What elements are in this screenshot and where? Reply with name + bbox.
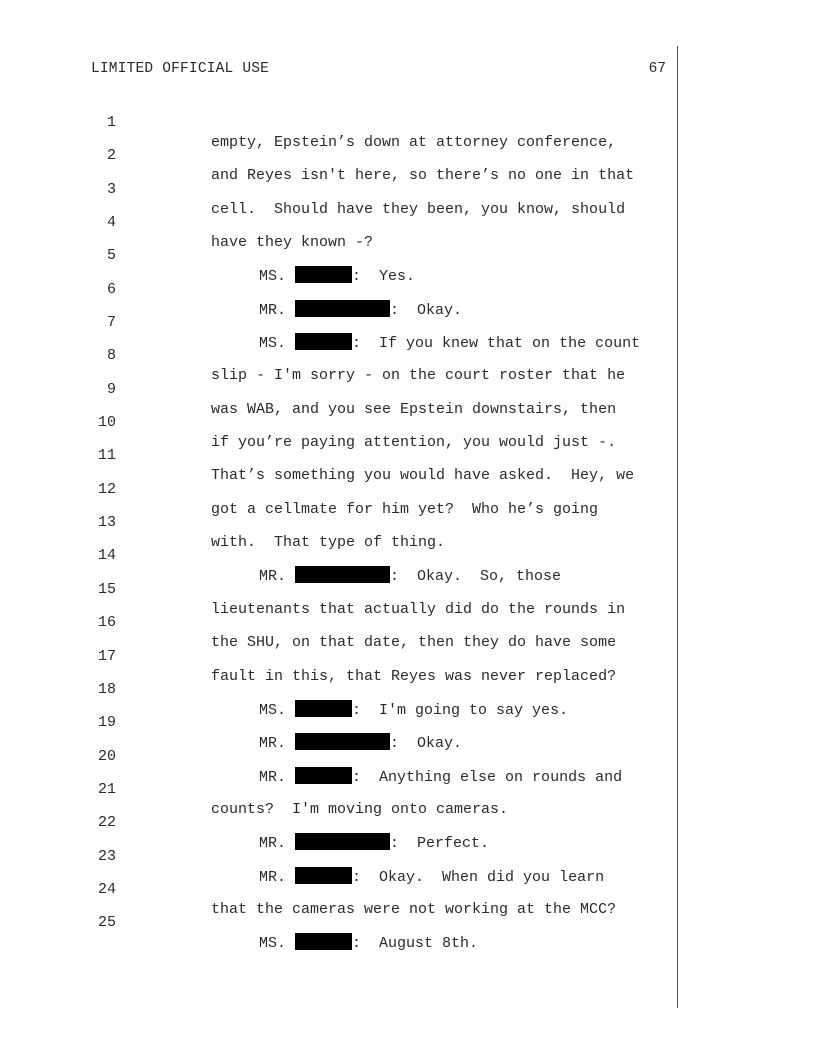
speaker-statement: : August 8th. (352, 935, 479, 953)
line-number: 5 (106, 247, 116, 265)
line-number: 18 (97, 680, 116, 698)
line-number: 8 (106, 347, 116, 365)
speaker-line (0, 526, 680, 586)
redaction-block (295, 933, 352, 950)
speaker-title: MR. (259, 835, 287, 853)
line-number: 15 (97, 580, 116, 598)
line-text: the SHU, on that date, then they do have some (211, 634, 617, 652)
transcript-line (0, 160, 680, 218)
transcript-line (0, 493, 680, 552)
transcript-line (0, 93, 680, 151)
line-number: 1 (106, 114, 116, 131)
line-number: 2 (106, 147, 116, 165)
speaker-title: MR. (259, 568, 287, 586)
speaker-line (0, 827, 680, 886)
line-text: fault in this, that Reyes was never replaced? (211, 667, 617, 685)
line-number: 13 (97, 514, 116, 532)
line-number: 21 (97, 780, 116, 798)
line-text: cell. Should have they been, you know, should (211, 200, 626, 218)
transcript-line (0, 426, 680, 485)
speaker-title: MR. (259, 735, 287, 753)
line-number: 16 (97, 614, 116, 632)
speaker-statement: : I'm going to say yes. (352, 701, 569, 719)
transcript-line (0, 126, 680, 185)
line-number: 6 (106, 280, 116, 298)
transcript-line (0, 360, 680, 418)
speaker-title: MR. (259, 868, 287, 886)
line-number: 24 (97, 880, 116, 898)
line-number: 3 (106, 180, 116, 198)
line-text: and Reyes isn't here, so there’s no one in that (211, 167, 635, 185)
transcript-line (0, 460, 680, 518)
line-number: 7 (106, 314, 116, 332)
line-number: 12 (97, 480, 116, 498)
page-number: 67 (648, 61, 666, 77)
transcript-line (0, 560, 680, 618)
line-number: 25 (97, 914, 116, 932)
speaker-statement: : Anything else on rounds and (352, 768, 623, 786)
transcript-line (0, 760, 680, 818)
speaker-statement: : Perfect. (390, 835, 490, 853)
speaker-title: MS. (259, 335, 287, 353)
speaker-statement: : Okay. (390, 301, 463, 319)
classification-header: LIMITED OFFICIAL USE (91, 61, 270, 77)
speaker-statement: : Okay. (390, 735, 463, 753)
line-text: if you’re paying attention, you would just -. (211, 434, 617, 452)
transcript-line (0, 627, 680, 685)
line-number: 19 (97, 714, 116, 732)
line-number: 10 (97, 414, 116, 432)
line-number: 11 (97, 447, 116, 465)
line-text: That’s something you would have asked. Hey, we (211, 467, 635, 485)
speaker-line (0, 660, 680, 719)
speaker-line (0, 727, 680, 786)
line-text: with. That type of thing. (211, 534, 446, 552)
line-text: that the cameras were not working at the MCC? (211, 900, 617, 918)
line-text: slip - I'm sorry - on the court roster that he (211, 367, 626, 385)
speaker-line (0, 293, 680, 353)
line-number: 17 (97, 647, 116, 665)
speaker-title: MR. (259, 301, 287, 319)
speaker-line (0, 260, 680, 319)
speaker-line (0, 693, 680, 753)
speaker-title: MS. (259, 701, 287, 719)
speaker-line (0, 226, 680, 286)
speaker-statement: : If you knew that on the count (352, 335, 641, 353)
speaker-title: MS. (259, 935, 287, 953)
line-text: got a cellmate for him yet? Who he’s going (211, 500, 599, 518)
line-number: 22 (97, 814, 116, 832)
speaker-line (0, 793, 680, 853)
transcript-line (0, 593, 680, 652)
line-text: counts? I'm moving onto cameras. (211, 800, 509, 818)
line-text: have they known -? (211, 234, 374, 252)
speaker-statement: : Okay. When did you learn (352, 868, 605, 886)
transcript-body (0, 93, 680, 953)
line-number: 9 (106, 380, 116, 398)
line-number: 14 (97, 547, 116, 565)
speaker-statement: : Okay. So, those (390, 568, 562, 586)
transcript-line (0, 860, 680, 918)
speaker-title: MS. (259, 268, 287, 286)
speaker-title: MR. (259, 768, 287, 786)
line-number: 20 (97, 747, 116, 765)
speaker-statement: : Yes. (352, 268, 416, 286)
line-number: 4 (106, 214, 116, 232)
line-text: lieutenants that actually did do the rounds in (211, 600, 626, 618)
line-text: was WAB, and you see Epstein downstairs, then (211, 400, 617, 418)
transcript-line (0, 193, 680, 252)
transcript-line (0, 393, 680, 452)
line-text (259, 933, 478, 954)
transcript-line (0, 326, 680, 385)
line-number: 23 (97, 847, 116, 865)
speaker-line (0, 893, 680, 953)
line-text: empty, Epstein’s down at attorney conference, (211, 134, 617, 151)
